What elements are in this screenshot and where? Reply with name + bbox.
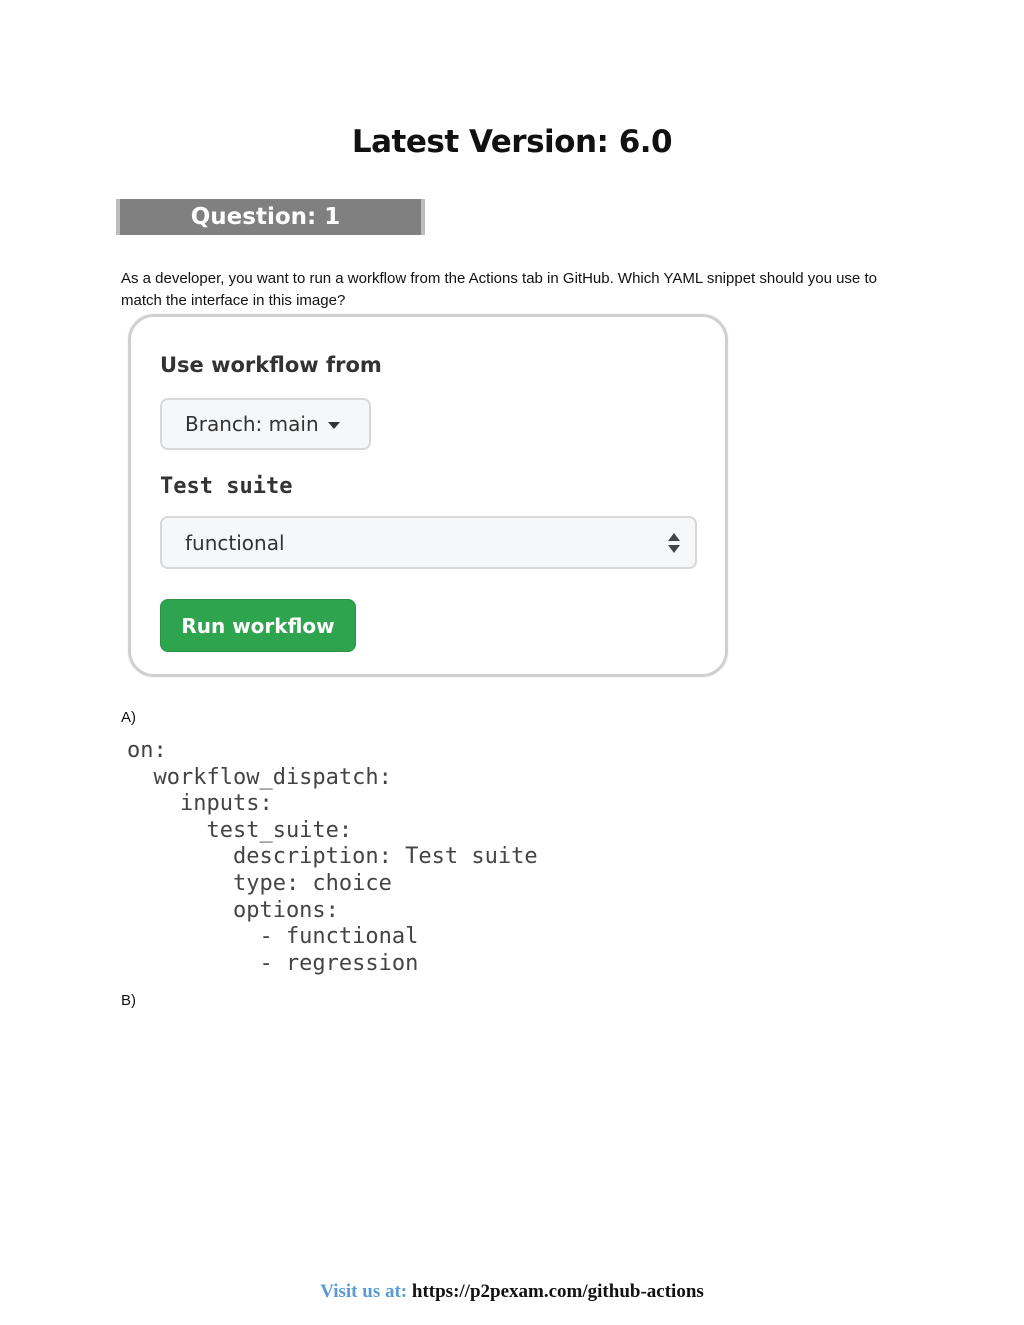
branch-select-label: Branch: main (185, 412, 319, 436)
code-line: inputs: (127, 791, 273, 817)
option-a-label: A) (121, 709, 136, 726)
code-line: on: (127, 738, 167, 763)
footer-visit-label: Visit us at: (320, 1281, 408, 1302)
question-text: As a developer, you want to run a workflow from the Actions tab in GitHub. Which YAML snippet should you use to match the interface in this image? (121, 270, 877, 309)
footer (0, 1281, 1024, 1303)
page-title: Latest Version: 6.0 (351, 124, 673, 160)
test-suite-value: functional (185, 530, 285, 555)
select-updown-icon (667, 533, 681, 555)
option-a-code-block (127, 738, 538, 977)
code-line: description: Test suite (127, 844, 538, 870)
question-banner (116, 199, 425, 235)
run-workflow-button: Run workflow (160, 599, 356, 652)
test-suite-label: Test suite (160, 474, 293, 499)
use-workflow-from-label: Use workflow from (160, 353, 382, 377)
code-line: type: choice (127, 870, 392, 896)
question-banner-label: Question: 1 (190, 204, 341, 230)
footer-url-link[interactable]: https://p2pexam.com/github-actions (411, 1281, 704, 1302)
code-line: - functional (127, 924, 419, 950)
code-line: test_suite: (127, 817, 353, 843)
option-b-label: B) (121, 992, 136, 1009)
code-line: workflow_dispatch: (127, 764, 392, 790)
chevron-down-icon (328, 422, 340, 429)
test-suite-select (160, 516, 697, 569)
code-line: options: (127, 897, 339, 923)
branch-select-button (160, 398, 371, 450)
workflow-dispatch-screenshot (128, 314, 728, 677)
code-line: - regression (127, 950, 419, 976)
